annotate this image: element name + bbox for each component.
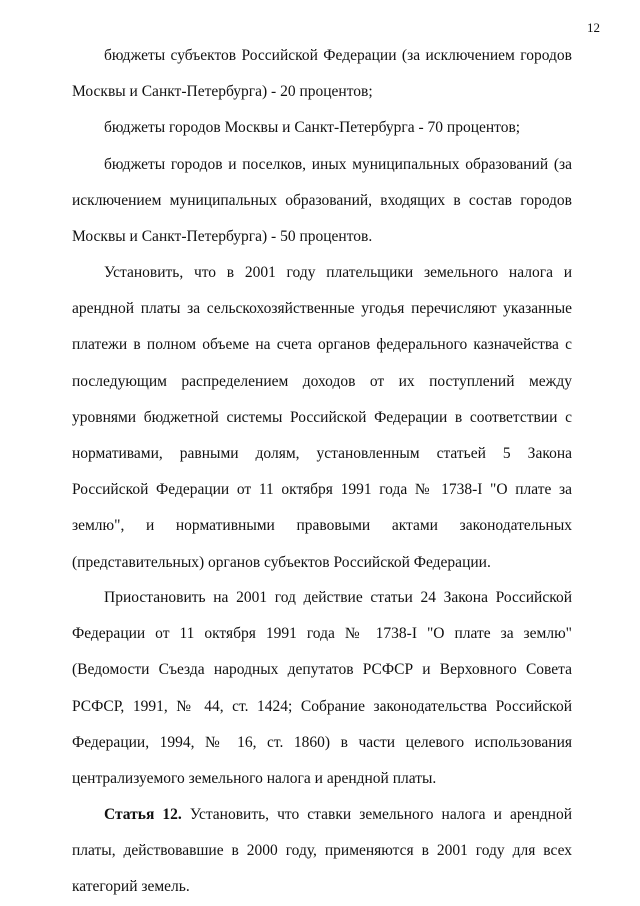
article-12-text: Установить, что ставки земельного налога и арендной платы, действовавшие в 2000 году, применяются в 2001 году для всех категорий земель.	[72, 806, 573, 896]
paragraph-moscow-spb-budgets: бюджеты городов Москвы и Санкт-Петербурга - 70 процентов;	[104, 119, 521, 136]
paragraph-municipal-budgets: бюджеты городов и поселков, иных муниципальных образований (за исключением муниципальных образований, входящих в состав городов Москвы и Санкт-Петербурга) - 50 процентов.	[72, 156, 572, 246]
article-12-heading: Статья 12.	[104, 806, 182, 823]
paragraph-suspend-article-24: Приостановить на 2001 год действие статьи 24 Закона Российской Федерации от 11 октября 1991 года № 1738-I "О плате за землю" (Ведомости Съезда народных депутатов РСФСР и Верховного Совета РСФСР, 1991, № 44, ст. 1424; Собрание законодательства Российской Федерации, 1994, № 16, ст. 1860) в части целевого использования централизуемого земельного налога и арендной платы.	[72, 589, 572, 788]
paragraph-land-tax-payments: Установить, что в 2001 году плательщики земельного налога и арендной платы за сельскохозяйственные угодья перечисляют указанные платежи в полном объеме на счета органов федерального казначейства с последующим распределением доходов от их поступлений между уровнями бюджетной системы Российской Федерации в соответствии с нормативами, равными долям, установленным статьей 5 Закона Российской Федерации от 11 октября 1991 года № 1738-I "О плате за землю", и нормативными правовыми актами законодательных (представительных) органов субъектов Российской Федерации.	[72, 264, 572, 571]
paragraph-article-12	[72, 797, 572, 906]
page-number: 12	[587, 20, 600, 35]
paragraph-regional-budgets: бюджеты субъектов Российской Федерации (за исключением городов Москвы и Санкт-Петербурга) - 20 процентов;	[72, 47, 572, 101]
